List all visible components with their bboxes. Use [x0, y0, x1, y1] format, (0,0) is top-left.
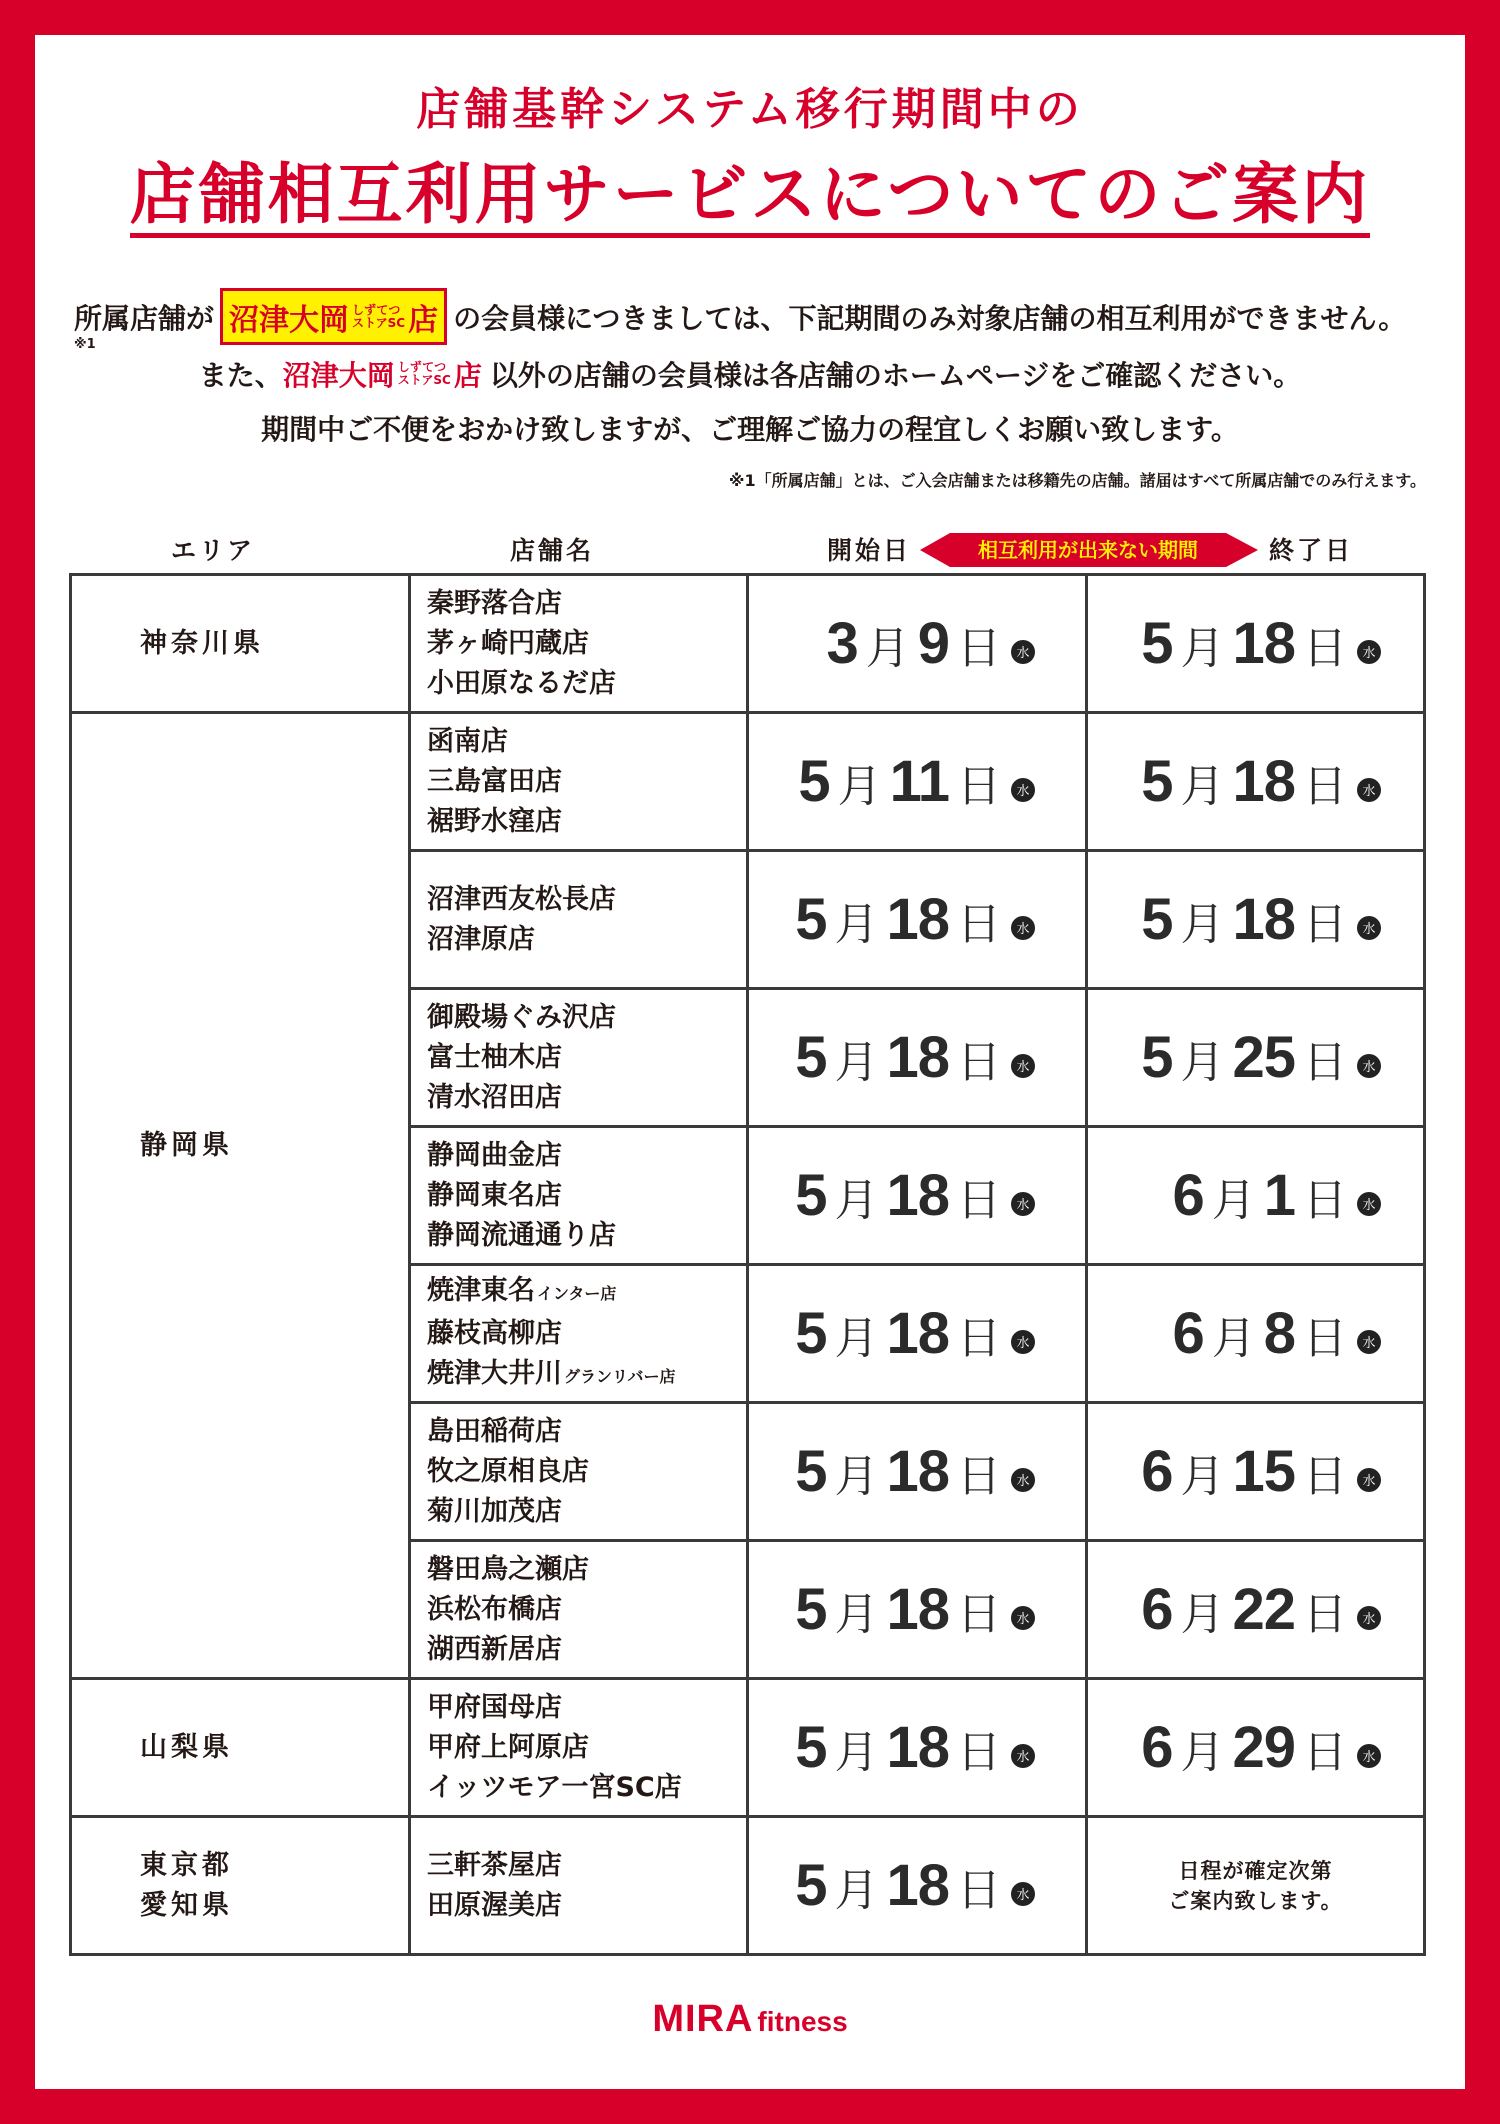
store-name-main: 焼津大井川 [427, 1357, 562, 1389]
end-date [1088, 990, 1426, 1128]
area-name: 神奈川県 [140, 627, 264, 659]
month-label: 月 [1211, 1174, 1256, 1226]
end-date-pending [1088, 1818, 1426, 1956]
store-name: 沼津原店 [427, 923, 535, 955]
day-label: 日 [957, 1312, 1001, 1364]
month-number: 5 [795, 1577, 827, 1642]
day-number: 22 [1232, 1577, 1295, 1642]
area-name: 愛知県 [140, 1889, 233, 1921]
month-number: 6 [1172, 1163, 1204, 1228]
store-subname [352, 304, 405, 330]
day-number: 9 [917, 611, 949, 676]
start-date [749, 576, 1088, 714]
weekday-badge: 水 [1011, 1330, 1035, 1354]
store-name: 静岡流通通り店 [427, 1219, 616, 1251]
store-name: 小田原なるだ店 [427, 667, 616, 699]
month-number: 5 [1141, 611, 1173, 676]
logo-brand: MIRA [652, 1998, 754, 2040]
month-label: 月 [1180, 1726, 1225, 1778]
store-name: イッツモア一宮SC店 [427, 1771, 682, 1803]
store-name: 沼津大岡 [229, 302, 350, 338]
day-label: 日 [957, 622, 1001, 674]
intro-line2-suffix: 以外の店舗の会員様は各店舗のホームページをご確認ください。 [489, 359, 1302, 392]
store-name: 沼津西友松長店 [427, 883, 616, 915]
footnote-mark: ※1 [74, 337, 96, 352]
month-label: 月 [1180, 622, 1225, 674]
store-name: 御殿場ぐみ沢店 [427, 1001, 616, 1033]
day-label: 日 [1303, 898, 1347, 950]
weekday-badge: 水 [1011, 1468, 1035, 1492]
store-subname-bottom: ストアSC [397, 373, 451, 387]
day-label: 日 [957, 1726, 1001, 1778]
day-label: 日 [1303, 1174, 1347, 1226]
start-date [749, 714, 1088, 852]
area-name: 静岡県 [140, 1129, 233, 1161]
day-number: 18 [886, 1439, 949, 1504]
header-end: 終了日 [1268, 536, 1353, 565]
end-date [1088, 576, 1426, 714]
header-area: エリア [170, 536, 255, 565]
month-label: 月 [834, 1036, 879, 1088]
end-date [1088, 1266, 1426, 1404]
area-name: 山梨県 [140, 1731, 233, 1763]
store-name: 甲府上阿原店 [427, 1731, 589, 1763]
month-label: 月 [1180, 1036, 1225, 1088]
weekday-badge: 水 [1357, 1606, 1381, 1630]
month-number: 5 [795, 1025, 827, 1090]
intro-suffix: の会員様につきましては、下記期間のみ対象店舗の相互利用ができません。 [453, 301, 1407, 335]
store-name: 浜松布橋店 [427, 1593, 562, 1625]
month-label: 月 [834, 1174, 879, 1226]
footnote-text: ※1「所属店舗」とは、ご入会店舗または移籍先の店舗。諸届はすべて所属店舗でのみ行えます。 [728, 471, 1426, 490]
store-name: 磐田鳥之瀬店 [427, 1553, 589, 1585]
day-label: 日 [957, 1036, 1001, 1088]
day-label: 日 [1303, 1588, 1347, 1640]
intro-prefix: 所属店舗が [74, 301, 215, 335]
month-number: 6 [1141, 1715, 1173, 1780]
intro-line-2 [0, 352, 1500, 396]
store-name: 静岡曲金店 [427, 1139, 562, 1171]
month-label: 月 [834, 1864, 879, 1916]
weekday-badge: 水 [1357, 1192, 1381, 1216]
store-subname-top: しずてつ [397, 360, 447, 374]
period-banner: 相互利用が出来ない期間 [950, 533, 1226, 567]
weekday-badge: 水 [1011, 778, 1035, 802]
pending-note-line: ご案内致します。 [1168, 1888, 1343, 1913]
day-number: 18 [1232, 887, 1295, 952]
month-number: 5 [795, 1439, 827, 1504]
day-label: 日 [1303, 622, 1347, 674]
day-number: 18 [886, 1715, 949, 1780]
store-name-suffix: インター店 [537, 1283, 617, 1303]
store-name: 沼津大岡 [282, 359, 395, 392]
store-name: 富士柚木店 [427, 1041, 562, 1073]
day-number: 15 [1232, 1439, 1295, 1504]
month-label: 月 [834, 1450, 879, 1502]
end-date [1088, 852, 1426, 990]
store-name: 秦野落合店 [427, 587, 562, 619]
store-name: 牧之原相良店 [427, 1455, 589, 1487]
month-label: 月 [834, 898, 879, 950]
month-label: 月 [834, 1726, 879, 1778]
weekday-badge: 水 [1011, 1606, 1035, 1630]
month-number: 6 [1172, 1301, 1204, 1366]
day-number: 18 [886, 1163, 949, 1228]
store-subname [398, 361, 451, 387]
store-subname-top: しずてつ [352, 302, 401, 317]
page-subtitle: 店舗基幹システム移行期間中の [416, 84, 1084, 135]
weekday-badge: 水 [1357, 916, 1381, 940]
weekday-badge: 水 [1357, 1744, 1381, 1768]
day-number: 25 [1232, 1025, 1295, 1090]
store-name: 茅ヶ崎円蔵店 [427, 627, 589, 659]
month-number: 5 [798, 749, 830, 814]
page-title-wrap [0, 158, 1500, 238]
store-list [411, 1542, 749, 1680]
end-date [1088, 1128, 1426, 1266]
day-label: 日 [957, 1864, 1001, 1916]
highlight-store-box [220, 288, 447, 345]
weekday-badge: 水 [1357, 778, 1381, 802]
end-date [1088, 714, 1426, 852]
weekday-badge: 水 [1011, 916, 1035, 940]
store-name: 清水沼田店 [427, 1081, 562, 1113]
store-name: 菊川加茂店 [427, 1495, 562, 1527]
day-label: 日 [957, 1588, 1001, 1640]
month-number: 5 [795, 1853, 827, 1918]
day-number: 18 [886, 887, 949, 952]
intro-line-3: 期間中ご不便をおかけ致しますが、ご理解ご協力の程宜しくお願い致します。 [261, 413, 1239, 446]
highlight-store [229, 295, 438, 339]
day-number: 29 [1232, 1715, 1295, 1780]
store-list [411, 852, 749, 990]
store-name: 湖西新居店 [427, 1633, 562, 1665]
month-label: 月 [1180, 898, 1225, 950]
month-label: 月 [865, 622, 910, 674]
month-label: 月 [1211, 1312, 1256, 1364]
intro-line2-prefix: また、 [198, 359, 283, 392]
day-number: 18 [886, 1025, 949, 1090]
month-number: 5 [795, 887, 827, 952]
start-date [749, 1266, 1088, 1404]
month-number: 6 [1141, 1439, 1173, 1504]
store-name [427, 1271, 746, 1314]
month-number: 5 [795, 1163, 827, 1228]
store-list [411, 1128, 749, 1266]
store-suffix: 店 [453, 359, 482, 392]
day-number: 11 [889, 749, 949, 814]
store-name: 田原渥美店 [427, 1889, 562, 1921]
weekday-badge: 水 [1011, 1744, 1035, 1768]
line2-store [283, 354, 482, 394]
intro-line-1 [74, 288, 1406, 345]
month-number: 5 [795, 1301, 827, 1366]
day-number: 8 [1263, 1301, 1295, 1366]
day-label: 日 [957, 898, 1001, 950]
arrow-right-icon [1226, 533, 1258, 567]
header-store: 店舗名 [509, 536, 594, 565]
start-date [749, 1818, 1088, 1956]
start-date [749, 852, 1088, 990]
day-number: 18 [1232, 749, 1295, 814]
arrow-left-icon [920, 533, 950, 567]
store-name-main: 焼津東名 [427, 1274, 535, 1306]
day-number: 1 [1263, 1163, 1295, 1228]
day-label: 日 [957, 1174, 1001, 1226]
area-cell [72, 1818, 411, 1956]
month-label: 月 [1180, 1450, 1225, 1502]
store-list [411, 1266, 749, 1404]
day-label: 日 [957, 1450, 1001, 1502]
day-label: 日 [1303, 1036, 1347, 1088]
weekday-badge: 水 [1011, 1882, 1035, 1906]
day-label: 日 [1303, 1450, 1347, 1502]
area-cell [72, 576, 411, 714]
store-name: 函南店 [427, 725, 508, 757]
store-name: 静岡東名店 [427, 1179, 562, 1211]
start-date [749, 1542, 1088, 1680]
store-name: 三軒茶屋店 [427, 1849, 562, 1881]
store-name: 藤枝高柳店 [427, 1317, 562, 1349]
store-list [411, 714, 749, 852]
day-label: 日 [957, 760, 1001, 812]
weekday-badge: 水 [1357, 1468, 1381, 1492]
store-name: 裾野水窪店 [427, 805, 562, 837]
store-list [411, 990, 749, 1128]
store-name: 三島富田店 [427, 765, 562, 797]
weekday-badge: 水 [1011, 1192, 1035, 1216]
start-date [749, 1404, 1088, 1542]
schedule-table [69, 573, 1426, 1956]
start-date [749, 1128, 1088, 1266]
month-label: 月 [834, 1312, 879, 1364]
weekday-badge: 水 [1357, 640, 1381, 664]
store-suffix: 店 [408, 302, 439, 338]
day-number: 18 [1232, 611, 1295, 676]
store-name [427, 1354, 746, 1397]
month-number: 6 [1141, 1577, 1173, 1642]
weekday-badge: 水 [1011, 640, 1035, 664]
store-list [411, 1818, 749, 1956]
mira-fitness-logo [0, 1998, 1500, 2041]
end-date [1088, 1542, 1426, 1680]
weekday-badge: 水 [1357, 1330, 1381, 1354]
store-list [411, 576, 749, 714]
store-list [411, 1404, 749, 1542]
pending-note-line: 日程が確定次第 [1178, 1858, 1333, 1883]
end-date [1088, 1680, 1426, 1818]
store-name: 甲府国母店 [427, 1691, 562, 1723]
end-date [1088, 1404, 1426, 1542]
day-number: 18 [886, 1577, 949, 1642]
logo-sub: fitness [757, 2006, 848, 2037]
day-number: 18 [886, 1301, 949, 1366]
month-number: 5 [1141, 887, 1173, 952]
month-label: 月 [1180, 760, 1225, 812]
month-number: 5 [1141, 1025, 1173, 1090]
store-list [411, 1680, 749, 1818]
start-date [749, 1680, 1088, 1818]
month-label: 月 [1180, 1588, 1225, 1640]
start-date [749, 990, 1088, 1128]
day-number: 18 [886, 1853, 949, 1918]
month-number: 5 [1141, 749, 1173, 814]
area-cell [72, 1680, 411, 1818]
month-number: 5 [795, 1715, 827, 1780]
month-label: 月 [834, 1588, 879, 1640]
weekday-badge: 水 [1011, 1054, 1035, 1078]
page-title: 店舗相互利用サービスについてのご案内 [130, 158, 1371, 238]
area-cell [72, 714, 411, 1680]
day-label: 日 [1303, 1726, 1347, 1778]
store-name-suffix: グランリバー店 [564, 1366, 676, 1386]
month-number: 3 [826, 611, 858, 676]
day-label: 日 [1303, 760, 1347, 812]
weekday-badge: 水 [1357, 1054, 1381, 1078]
day-label: 日 [1303, 1312, 1347, 1364]
store-name: 島田稲荷店 [427, 1415, 562, 1447]
area-name: 東京都 [140, 1849, 233, 1881]
header-start: 開始日 [826, 536, 911, 565]
month-label: 月 [837, 760, 882, 812]
store-subname-bottom: ストアSC [352, 315, 406, 330]
